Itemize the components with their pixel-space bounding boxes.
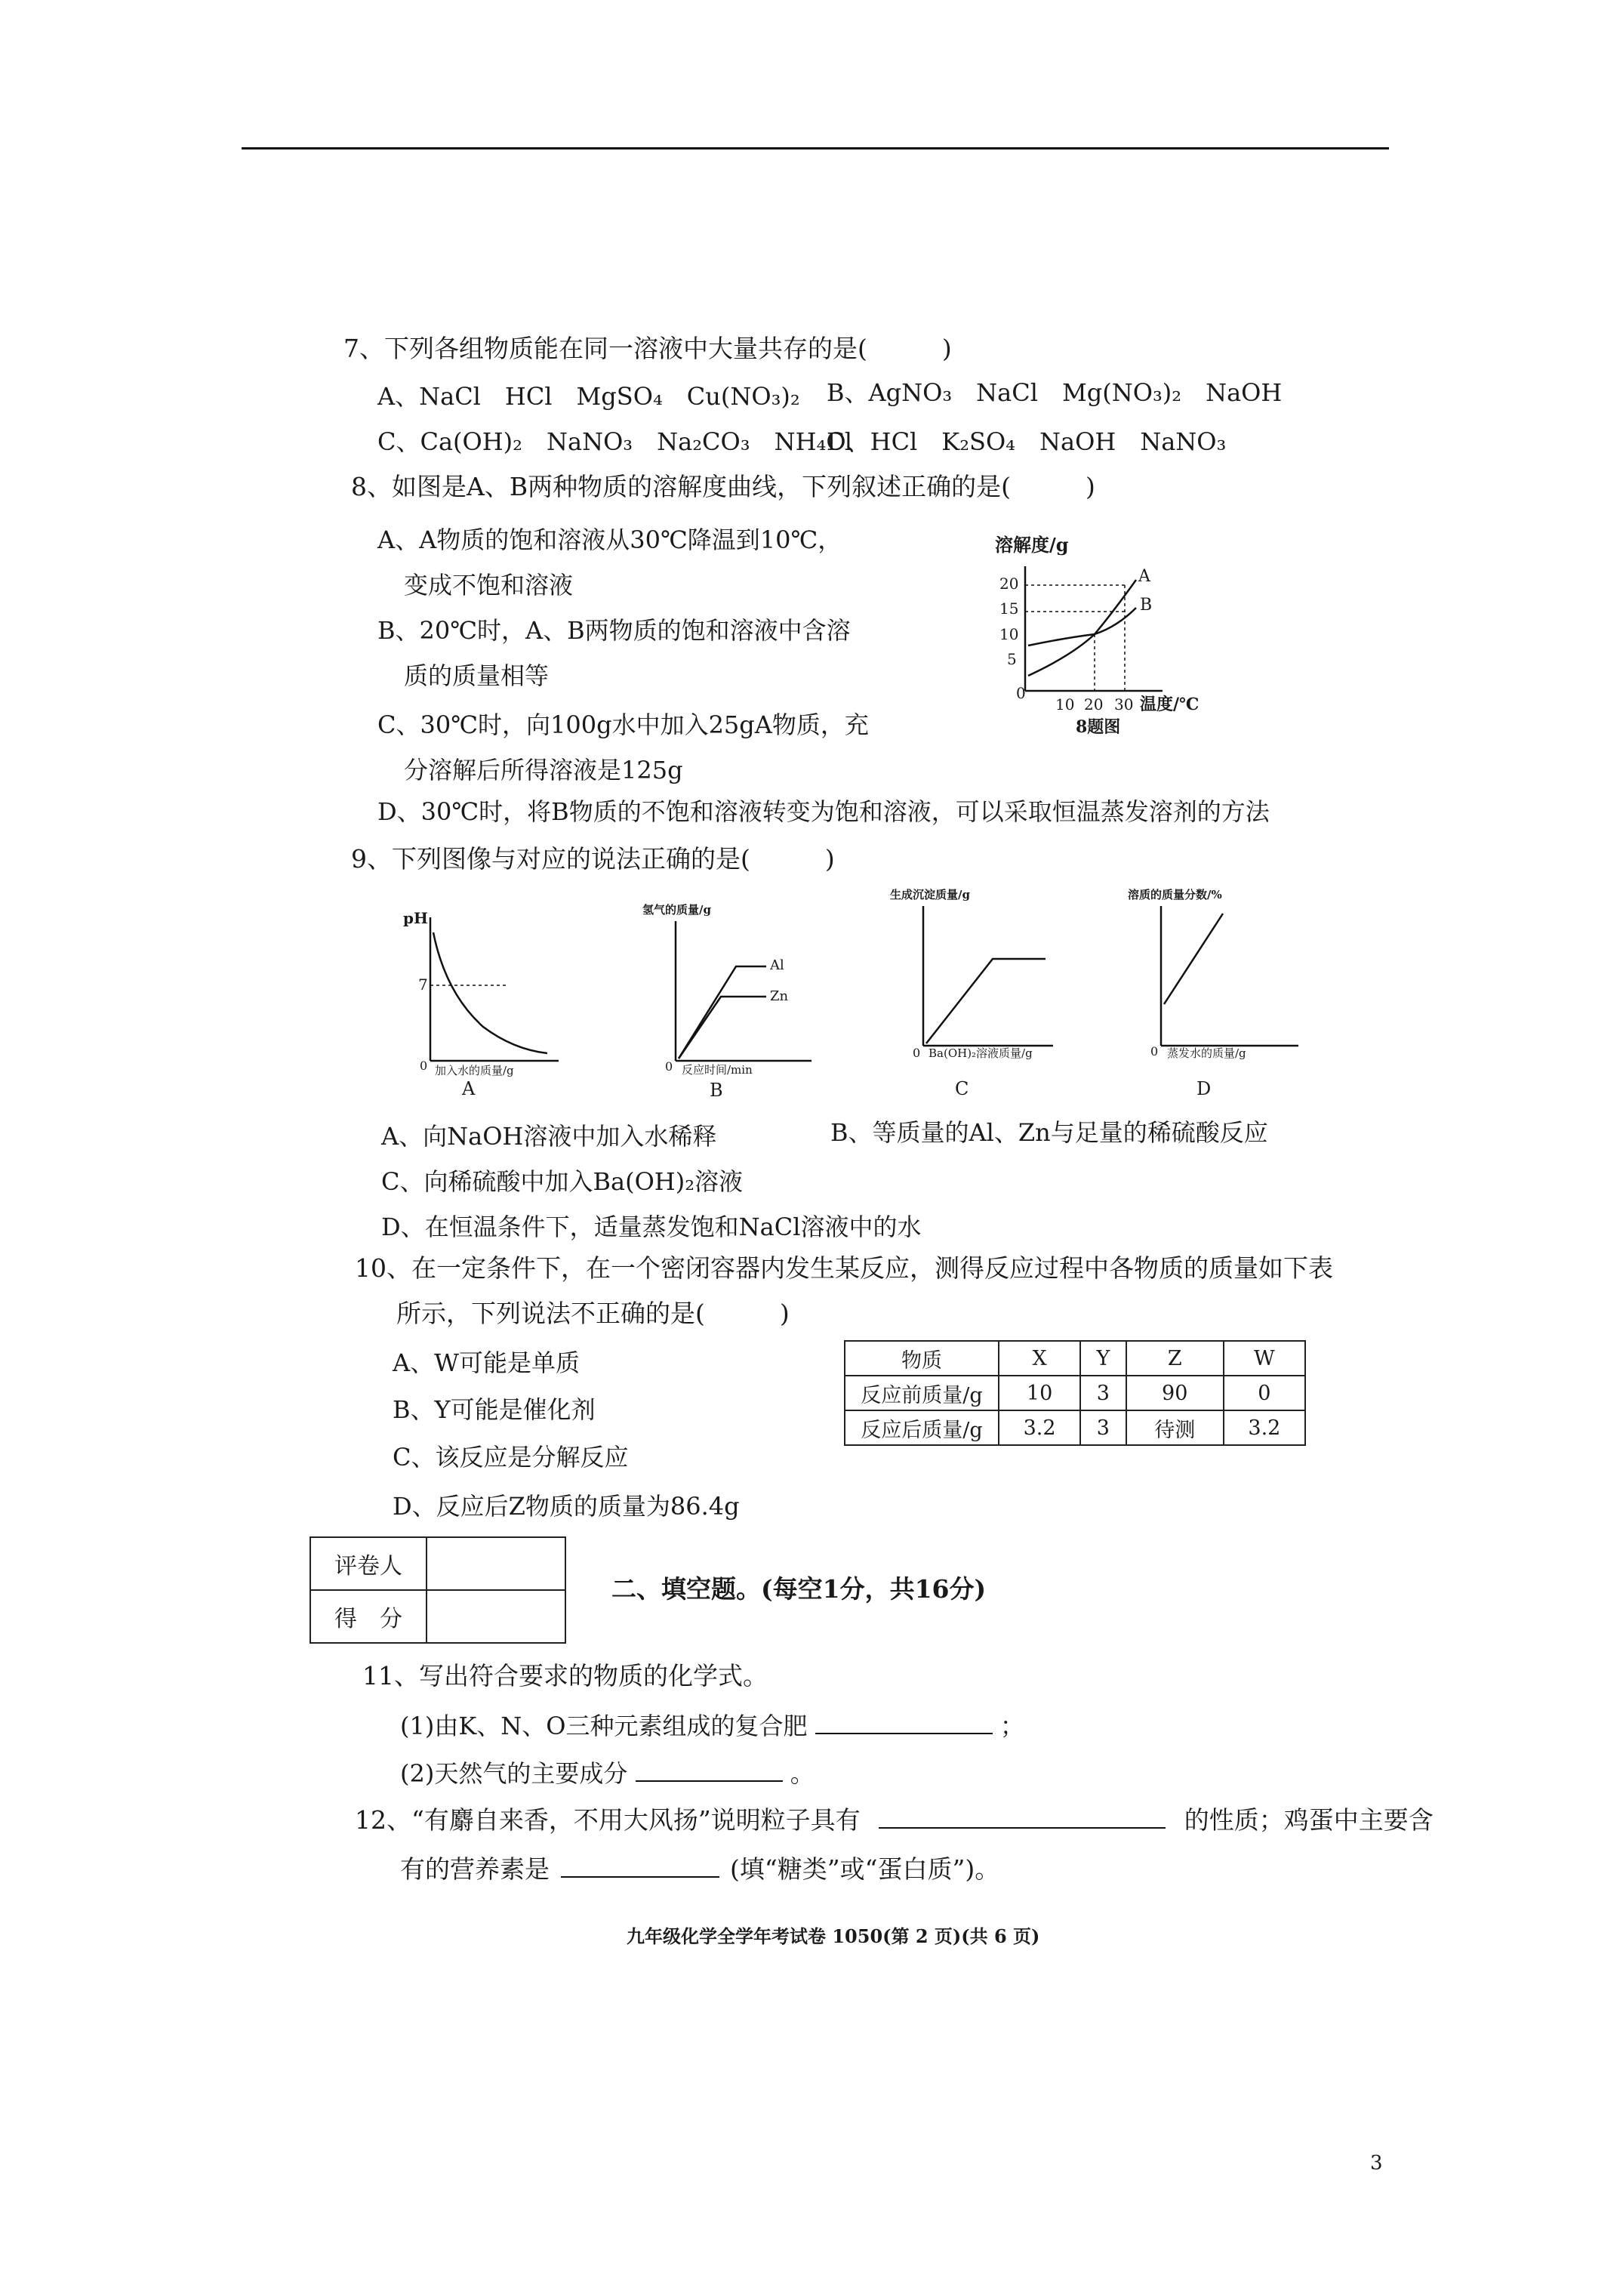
q7-option-d: D、HCl K₂SO₄ NaOH NaNO₃ [827,427,1227,456]
graph-d [1125,876,1313,1102]
q12-blank2[interactable] [561,1854,719,1878]
q7-stem: 7、下列各组物质能在同一溶液中大量共存的是( ) [343,334,952,363]
q10-option-c: C、该反应是分解反应 [393,1443,629,1472]
q12-part2: 的性质；鸡蛋中主要含 [1184,1805,1434,1835]
q12-line2 [400,1854,999,1885]
graph-c-caption: C [955,1078,969,1099]
section-title: 二、填空题。(每空1分，共16分) [611,1574,987,1604]
label-a: A [1138,567,1150,586]
graph-d-ylabel: 溶质的质量分数/% [1128,888,1222,901]
q12-blank1[interactable] [879,1804,1166,1829]
graph-a-ytick: 7 [418,975,428,994]
table-cell: 0 [1224,1376,1305,1410]
q8-option-c-line1: C、30℃时，向100g水中加入25gA物质，充 [377,710,869,739]
q10-option-b: B、Y可能是催化剂 [393,1395,596,1424]
figure8-caption: 8题图 [1076,717,1121,737]
graph-a-ylabel: pH [403,909,428,927]
graph-b-zn-label: Zn [770,988,789,1004]
grader-field[interactable] [427,1537,565,1590]
solubility-curve-figure [981,529,1268,740]
graph-c-origin: 0 [913,1046,921,1060]
graph-b-xlabel: 反应时间/min [682,1063,753,1077]
q7-option-c: C、Ca(OH)₂ NaNO₃ Na₂CO₃ NH₄Cl [377,427,853,456]
table-header-cell: Z [1126,1341,1224,1376]
graph-a [393,902,574,1099]
ytick-20: 20 [999,575,1019,593]
graph-b-al-label: Al [770,957,784,973]
graph-a-origin: 0 [420,1059,428,1073]
graph-b-ylabel: 氢气的质量/g [642,903,711,917]
q11-stem: 11、写出符合要求的物质的化学式。 [362,1661,768,1690]
table-cell: 3 [1080,1410,1126,1445]
graph-b-origin: 0 [665,1059,673,1074]
q11-part2-end: 。 [790,1759,815,1788]
origin-0: 0 [1016,684,1026,702]
q8-option-b-line2: 质的质量相等 [404,661,550,690]
q12-part3: 有的营养素是 [400,1854,550,1884]
q8-option-a-line2: 变成不饱和溶液 [404,571,574,599]
q10-stem-line1: 10、在一定条件下，在一个密闭容器内发生某反应，测得反应过程中各物质的质量如下表 [355,1253,1333,1283]
table-row [845,1376,1305,1410]
table-cell: 待测 [1126,1410,1224,1445]
xtick-30: 30 [1114,695,1134,713]
q7-option-b: B、AgNO₃ NaCl Mg(NO₃)₂ NaOH [827,378,1283,407]
graph-a-curve [433,932,547,1053]
q11-part1-text: (1)由K、N、O三种元素组成的复合肥 [400,1712,808,1740]
score-label: 得 分 [310,1590,427,1643]
q11-part1-end: ； [999,1712,1024,1740]
q11-blank1[interactable] [815,1710,993,1734]
table-header-cell: X [999,1341,1080,1376]
graph-d-caption: D [1196,1078,1212,1099]
curve-b [1028,608,1136,646]
page-number: 3 [1370,2152,1383,2174]
q10-stem-line2: 所示，下列说法不正确的是( ) [396,1299,790,1328]
q7-option-a: A、NaCl HCl MgSO₄ Cu(NO₃)₂ [377,382,800,411]
top-rule [242,147,1389,149]
table-header-cell: Y [1080,1341,1126,1376]
ytick-10: 10 [999,625,1019,643]
q12-part1: 12、“有麝自来香，不用大风扬”说明粒子具有 [355,1805,861,1835]
graph-c [887,876,1076,1102]
graph-c-line [926,959,1046,1043]
graph-a-xlabel: 加入水的质量/g [435,1064,514,1077]
q9-option-c: C、向稀硫酸中加入Ba(OH)₂溶液 [381,1167,744,1196]
table-cell: 3.2 [1224,1410,1305,1445]
grader-label: 评卷人 [310,1537,427,1590]
q8-option-a-line1: A、A物质的饱和溶液从30℃降温到10℃， [377,525,842,554]
xtick-10: 10 [1055,695,1075,713]
q11-part2-text: (2)天然气的主要成分 [400,1759,628,1788]
graph-b-al-line [679,966,766,1059]
graph-d-line [1164,914,1223,1004]
score-box [310,1536,566,1644]
q9-option-a: A、向NaOH溶液中加入水稀释 [381,1122,717,1151]
q8-stem: 8、如图是A、B两种物质的溶解度曲线，下列叙述正确的是( ) [351,472,1095,501]
ytick-5: 5 [1007,650,1017,668]
curve-a [1028,580,1136,676]
label-b: B [1140,596,1153,615]
graph-b-caption: B [710,1080,723,1099]
q11-part2 [400,1758,815,1789]
table-cell: 3.2 [999,1410,1080,1445]
table-header-row [845,1341,1305,1376]
solubility-ylabel: 溶解度/g [995,534,1069,556]
solubility-xlabel: 温度/℃ [1140,695,1200,714]
table-row [845,1410,1305,1445]
q8-option-d: D、30℃时，将B物质的不饱和溶液转变为饱和溶液，可以采取恒温蒸发溶剂的方法 [377,797,1270,826]
q12-line1 [355,1804,1434,1835]
mass-table [844,1340,1306,1446]
table-cell: 10 [999,1376,1080,1410]
graph-a-caption: A [462,1078,476,1099]
graph-c-xlabel: Ba(OH)₂溶液质量/g [929,1046,1033,1060]
q8-option-b-line1: B、20℃时，A、B两物质的饱和溶液中含溶 [377,616,851,645]
q11-part1 [400,1710,1024,1741]
q9-option-d: D、在恒温条件下，适量蒸发饱和NaCl溶液中的水 [381,1213,922,1241]
table-cell: 反应前质量/g [845,1376,999,1410]
graph-d-origin: 0 [1150,1044,1159,1059]
q10-option-a: A、W可能是单质 [393,1348,581,1377]
q9-stem: 9、下列图像与对应的说法正确的是( ) [351,844,835,874]
graph-d-xlabel: 蒸发水的质量/g [1167,1046,1246,1060]
page-footer: 九年级化学全学年考试卷 1050(第 2 页)(共 6 页) [627,1925,1040,1947]
score-field[interactable] [427,1590,565,1643]
q8-option-c-line2: 分溶解后所得溶液是125g [404,756,683,784]
table-cell: 反应后质量/g [845,1410,999,1445]
q9-option-b: B、等质量的Al、Zn与足量的稀硫酸反应 [830,1118,1268,1147]
table-cell: 90 [1126,1376,1224,1410]
table-header-cell: 物质 [845,1341,999,1376]
graph-b-zn-line [679,997,766,1059]
ytick-15: 15 [999,599,1019,618]
q10-option-d: D、反应后Z物质的质量为86.4g [393,1492,740,1521]
xtick-20: 20 [1084,695,1104,713]
graph-b [638,891,819,1099]
table-cell: 3 [1080,1376,1126,1410]
table-header-cell: W [1224,1341,1305,1376]
graph-c-ylabel: 生成沉淀质量/g [890,888,970,901]
q12-part4: (填“糖类”或“蛋白质”)。 [730,1854,1000,1884]
q11-blank2[interactable] [636,1758,783,1782]
